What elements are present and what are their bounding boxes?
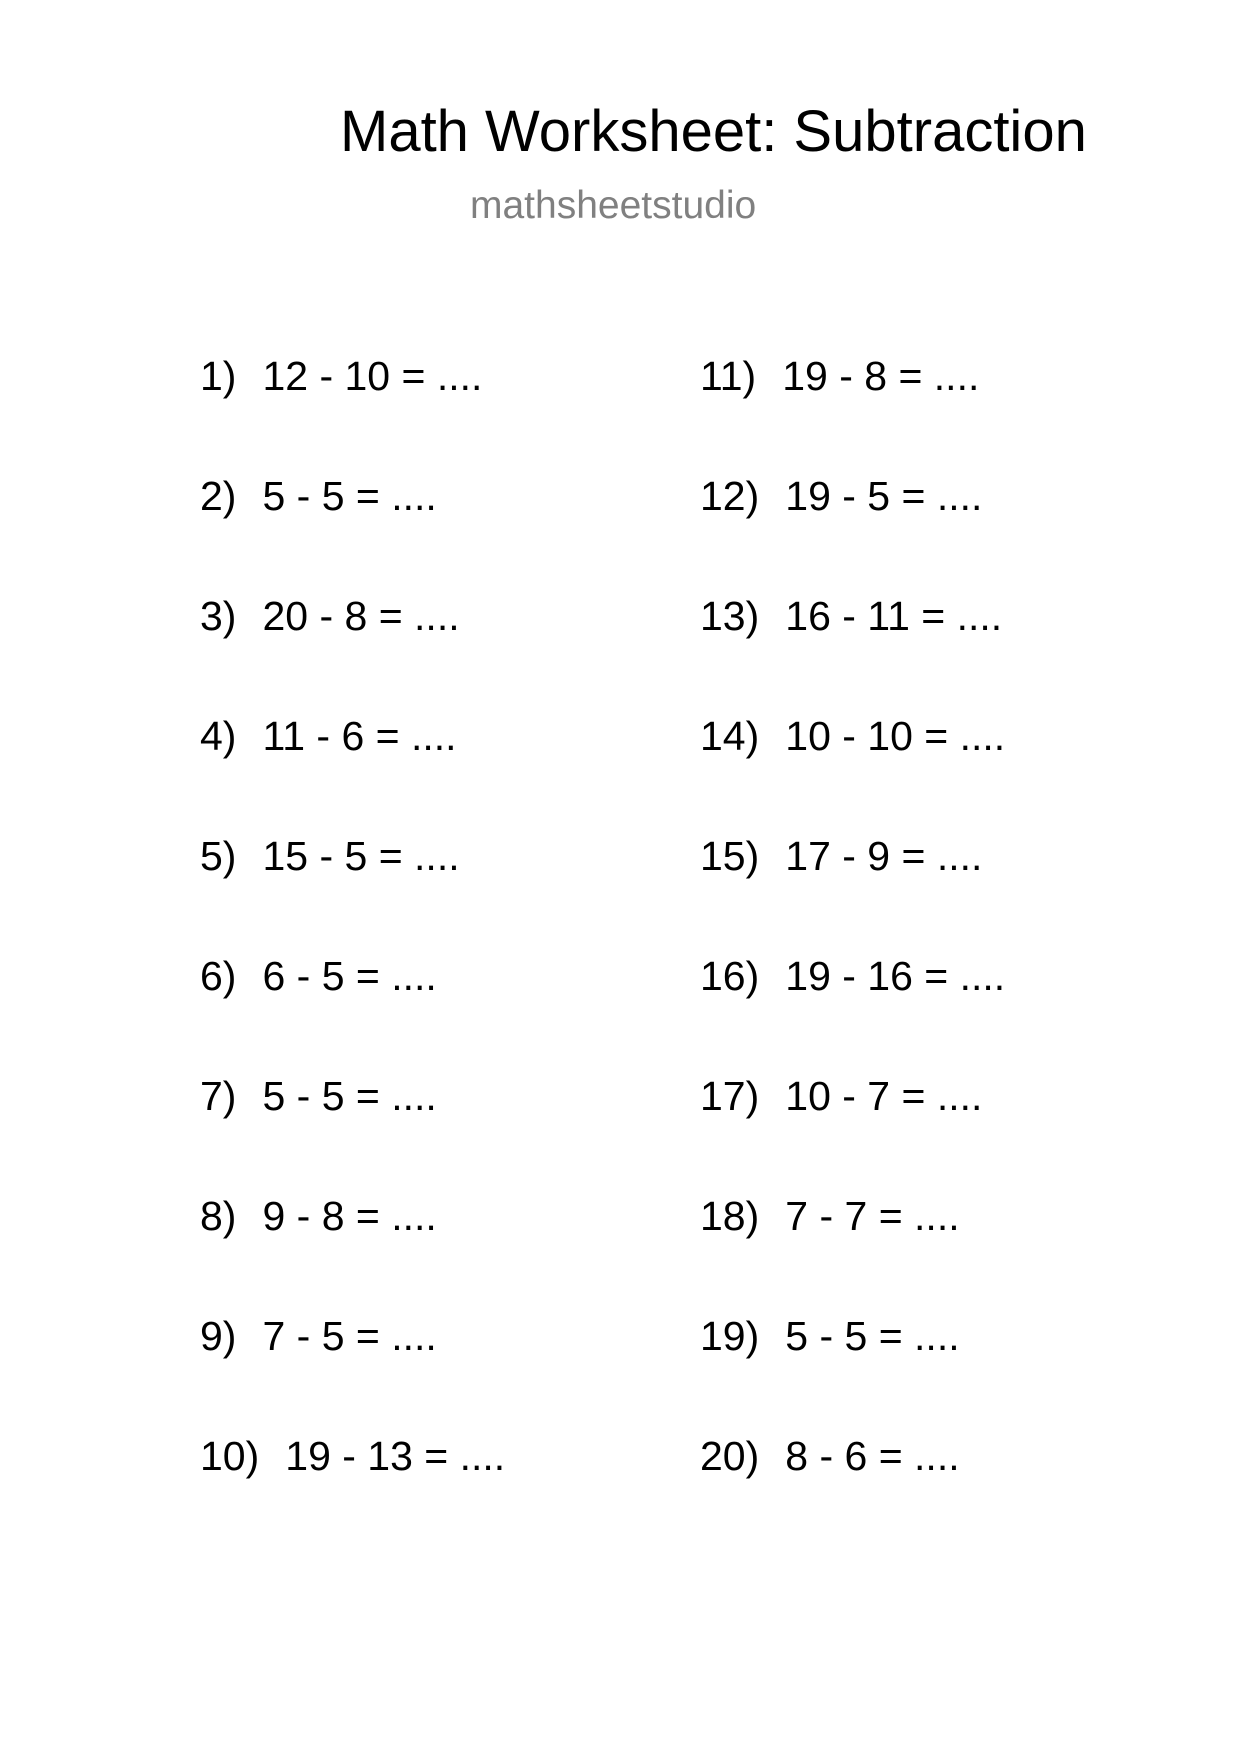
problem-item [700,348,1005,468]
problem-item [700,1428,1005,1548]
problem-item [700,948,1005,1068]
problem-number: 9) [200,1313,237,1359]
problem-item [700,588,1005,708]
problem-number: 11) [700,353,757,399]
problem-item [200,1428,505,1548]
problem-number: 7) [200,1073,237,1119]
brand-name: mathsheetstudio [470,184,757,227]
page-title: Math Worksheet: Subtraction [340,99,1087,164]
problem-number: 1) [200,353,237,399]
problem-item [200,348,505,468]
problem-number: 20) [700,1433,760,1479]
problem-number: 19) [700,1313,760,1359]
problem-number: 8) [200,1193,237,1239]
problem-number: 14) [700,713,760,759]
problem-number: 17) [700,1073,760,1119]
problem-expression: 11 - 6 = .... [262,713,457,759]
problem-number: 16) [700,953,760,999]
problem-column-left [200,348,505,1548]
problem-expression: 5 - 5 = .... [262,473,437,519]
problem-number: 10) [200,1433,260,1479]
problem-number: 15) [700,833,760,879]
problem-item [200,708,505,828]
problem-expression: 6 - 5 = .... [262,953,437,999]
problem-expression: 15 - 5 = .... [262,833,460,879]
problem-item [200,828,505,948]
problem-expression: 7 - 7 = .... [785,1193,960,1239]
problem-number: 13) [700,593,760,639]
problem-number: 12) [700,473,760,519]
problem-item [700,1188,1005,1308]
problem-expression: 5 - 5 = .... [262,1073,437,1119]
problem-expression: 10 - 10 = .... [785,713,1006,759]
problem-item [200,1188,505,1308]
problem-expression: 17 - 9 = .... [785,833,983,879]
problem-expression: 19 - 16 = .... [785,953,1006,999]
problem-expression: 19 - 8 = .... [782,353,980,399]
problem-column-right [700,348,1005,1548]
problem-number: 2) [200,473,237,519]
problem-item [200,1308,505,1428]
problem-item [700,828,1005,948]
problem-item [200,468,505,588]
problem-number: 3) [200,593,237,639]
problem-expression: 20 - 8 = .... [262,593,460,639]
problem-expression: 9 - 8 = .... [262,1193,437,1239]
problem-item [700,1068,1005,1188]
problem-item [200,1068,505,1188]
problem-number: 5) [200,833,237,879]
problem-expression: 5 - 5 = .... [785,1313,960,1359]
problem-item [200,948,505,1068]
problem-expression: 7 - 5 = .... [262,1313,437,1359]
problem-expression: 19 - 13 = .... [285,1433,506,1479]
problem-number: 6) [200,953,237,999]
problem-number: 4) [200,713,237,759]
problem-number: 18) [700,1193,760,1239]
problem-expression: 19 - 5 = .... [785,473,983,519]
problem-expression: 16 - 11 = .... [785,593,1003,639]
problem-item [700,708,1005,828]
problem-item [200,588,505,708]
problem-expression: 10 - 7 = .... [785,1073,983,1119]
problem-item [700,1308,1005,1428]
problem-expression: 12 - 10 = .... [262,353,483,399]
problem-item [700,468,1005,588]
problem-expression: 8 - 6 = .... [785,1433,960,1479]
